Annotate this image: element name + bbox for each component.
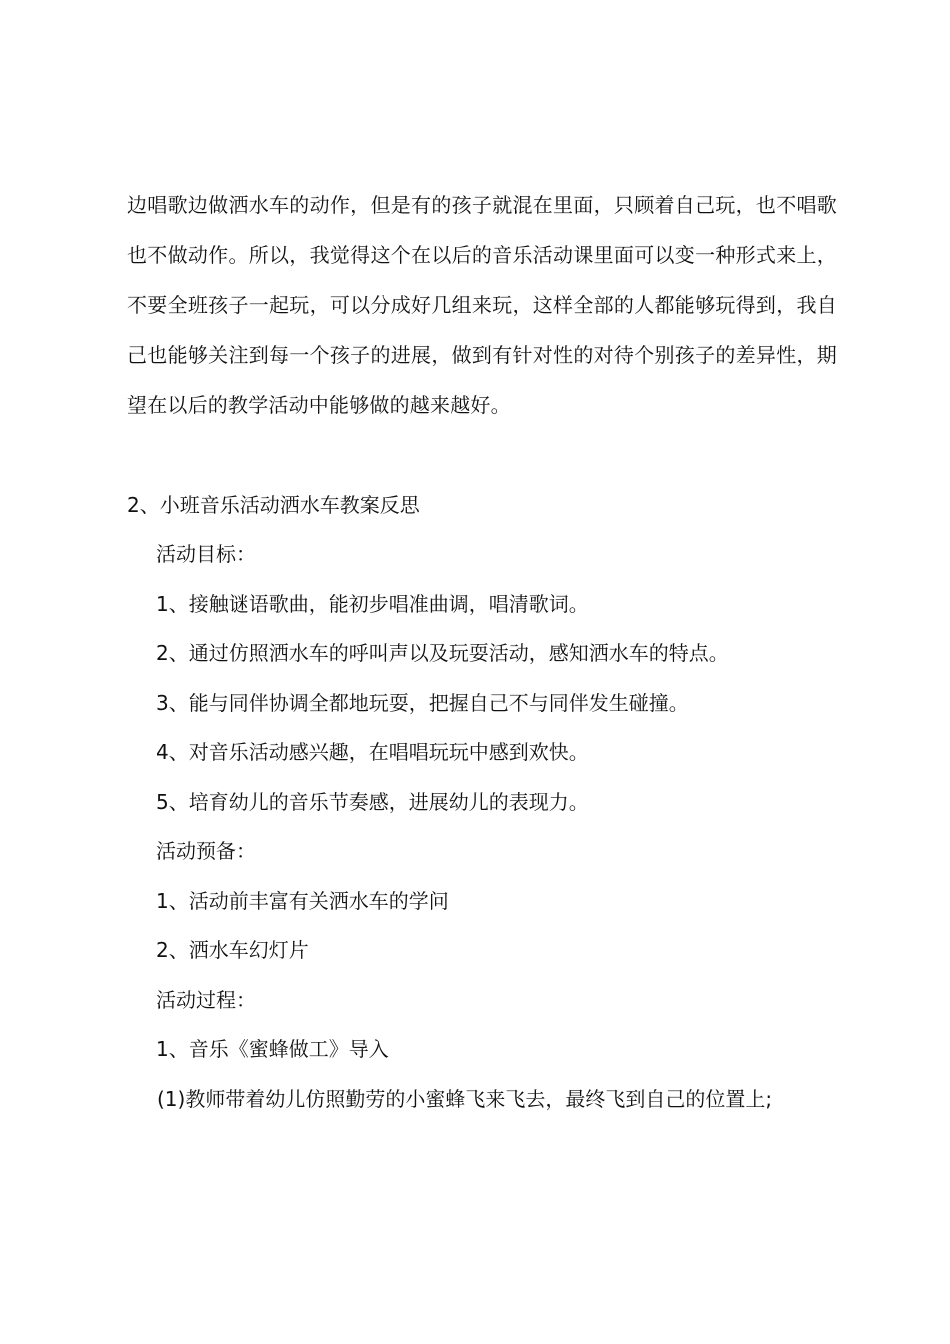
process-heading: 活动过程： (156, 988, 256, 1012)
goal-item: 4、对音乐活动感兴趣，在唱唱玩玩中感到欢快。 (156, 740, 589, 764)
prep-item: 2、洒水车幻灯片 (156, 938, 309, 962)
goal-item: 2、通过仿照洒水车的呼叫声以及玩耍活动，感知洒水车的特点。 (156, 641, 729, 665)
goal-item: 5、培育幼儿的音乐节奏感，进展幼儿的表现力。 (156, 790, 589, 814)
intro-paragraph: 边唱歌边做洒水车的动作，但是有的孩子就混在里面，只顾着自己玩，也不唱歌也不做动作。所以，我觉得这个在以后的音乐活动课里面可以变一种形式来上，不要全班孩子一起玩，可以分成好几组来玩，这样全部的人都能够玩得到，我自己也能够关注到每一个孩子的进展，做到有针对性的对待个别孩子的差异性，期望在以后的教学活动中能够做的越来越好。 (127, 193, 837, 417)
process-item: 1、音乐《蜜蜂做工》导入 (156, 1037, 389, 1061)
prep-item: 1、活动前丰富有关洒水车的学问 (156, 889, 449, 913)
goals-heading: 活动目标： (156, 542, 256, 566)
section-heading: 2、小班音乐活动洒水车教案反思 (127, 493, 420, 517)
goal-item: 1、接触谜语歌曲，能初步唱准曲调，唱清歌词。 (156, 592, 589, 616)
goal-item: 3、能与同伴协调全都地玩耍，把握自己不与同伴发生碰撞。 (156, 691, 689, 715)
process-detail: (1)教师带着幼儿仿照勤劳的小蜜蜂飞来飞去，最终飞到自己的位置上; (157, 1087, 773, 1111)
prep-heading: 活动预备： (156, 839, 256, 863)
